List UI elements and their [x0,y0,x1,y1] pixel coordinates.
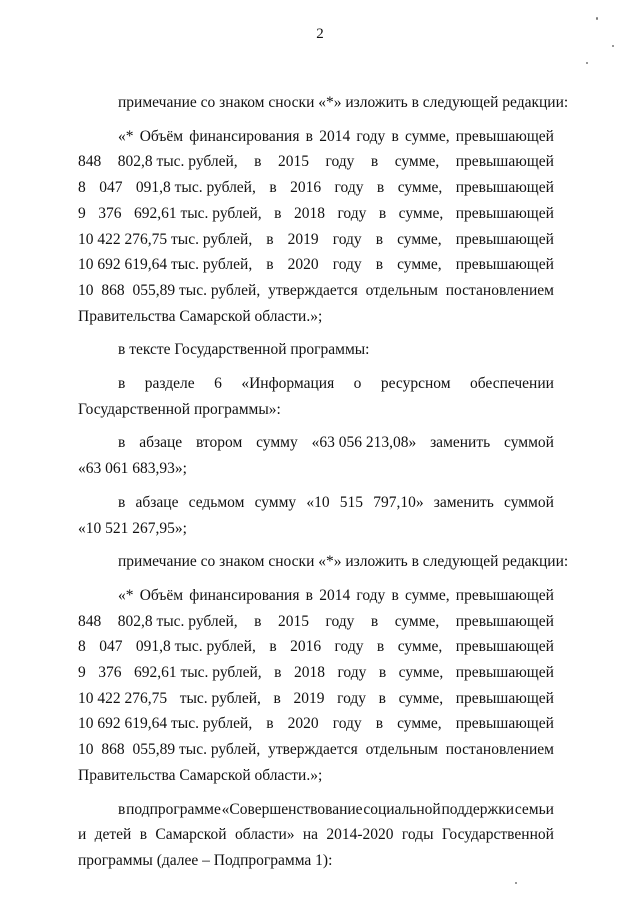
word: 2016 [290,179,322,197]
scan-speck [612,45,614,47]
text-line [78,371,554,397]
word: превышающей [455,230,554,248]
word: 10 [78,741,94,759]
word: в [266,715,274,733]
word: в [370,612,379,630]
word: 848 [78,612,102,630]
word: сумме, [397,715,442,733]
word: «Информация [241,375,335,393]
text-line [78,278,554,304]
word: тыс. рублей, [179,689,261,707]
word: 2019 [293,689,325,707]
paragraph [78,430,554,481]
word: «* [118,586,134,604]
word: «Совершенствование [221,800,363,818]
word: в [274,204,282,222]
word: 868 [101,281,125,299]
word: в [378,204,387,222]
word: в [378,664,387,682]
word: 2018 [293,204,325,222]
paragraph [78,583,554,789]
text-line [78,337,554,363]
word: в [376,638,385,656]
text-line [78,609,554,635]
word: году [337,204,367,222]
word: 376 [98,204,122,222]
word: году [337,664,367,682]
word: 091,8 тыс. рублей, [135,179,256,197]
text-line [78,848,554,874]
text-line [78,175,554,201]
word: 797,10» [373,493,424,511]
word: «63 061 683,93»; [78,460,187,478]
word: году [332,256,362,274]
word: году [356,127,386,145]
word: 2019 [287,230,319,248]
word: превышающей [455,664,554,682]
word: году [332,715,362,733]
word: поддержки [441,800,515,818]
word: 802,8 тыс. рублей, [117,153,238,171]
word: на [302,826,319,844]
word: и [78,826,87,844]
word: Государственной программы»: [78,400,281,418]
word: году [334,638,364,656]
word: абзаце [139,434,183,452]
word: сумме, [405,586,450,604]
word: году [325,612,355,630]
word: финансирования [189,586,300,604]
word: в [139,826,148,844]
word: 047 [99,638,123,656]
text-line [78,227,554,253]
word: ресурсном [380,375,451,393]
word: сумме, [398,689,444,707]
word: семьи [514,800,554,818]
word: превышающей [455,256,554,274]
word: 802,8 тыс. рублей, [117,612,238,630]
word: сумме, [398,664,444,682]
word: 10 [78,281,94,299]
text-line [78,516,554,542]
text-line [78,822,554,848]
word: 8 [78,638,86,656]
paragraph [78,124,554,330]
word: в [391,127,399,145]
word: 9 [78,204,86,222]
word: утверждается [268,741,358,759]
text-line [78,763,554,789]
word: постановлением [445,741,554,759]
word: сумме, [398,204,444,222]
page-number: 2 [316,26,324,42]
word: «63 056 213,08» [311,434,417,452]
word: 2015 [277,153,309,171]
text-line [78,660,554,686]
word: Правительства Самарской области.»; [78,766,323,784]
text-line [78,90,569,116]
word: в [118,434,126,452]
text-line [78,149,554,175]
word: о [353,375,362,393]
word: 6 [214,375,222,393]
word: социальной [363,800,441,818]
word: сумме, [397,638,443,656]
word: превышающей [455,715,554,733]
word: 055,89 тыс. рублей, [132,741,261,759]
text-line [78,304,554,330]
text-line [78,634,554,660]
word: постановлением [445,281,554,299]
paragraph [78,90,569,116]
word: Самарской [155,826,227,844]
word: 091,8 тыс. рублей, [135,638,256,656]
word: году [337,689,367,707]
word: 692,61 тыс. рублей, [133,664,262,682]
word: в [370,153,379,171]
text-line [78,456,554,482]
word: Объём [139,127,184,145]
paragraph [78,797,554,874]
word: в [305,127,313,145]
word: 692,61 тыс. рублей, [133,204,262,222]
text-line [78,686,554,712]
text-line [78,549,569,575]
word: в [375,715,384,733]
word: превышающей [455,612,554,630]
word: втором [196,434,243,452]
word: 9 [78,664,86,682]
word: 2014 [319,127,351,145]
word: 848 [78,153,102,171]
word: седьмом [188,493,245,511]
word: в [375,256,384,274]
word: в [391,586,399,604]
word: 2020 [287,256,319,274]
word: Государственной [441,826,554,844]
word: в [254,612,262,630]
word: в [375,230,384,248]
word: 515 [339,493,364,511]
word: году [334,179,364,197]
word: 10 422 276,75 тыс. рублей, [78,230,253,248]
word: 868 [101,741,125,759]
word: сумме, [397,230,442,248]
word: годы [401,826,434,844]
text-line [78,201,554,227]
text-line [78,252,554,278]
word: 10 422 276,75 [78,689,168,707]
word: Правительства Самарской области.»; [78,307,323,325]
word: в [376,179,385,197]
text-line [78,397,554,423]
word: превышающей [455,638,554,656]
word: сумме, [394,153,440,171]
word: в [254,153,262,171]
document-body [78,90,569,874]
word: сумме, [405,127,450,145]
word: сумме, [397,256,442,274]
text-line [78,430,554,456]
word: суммой [504,493,554,511]
text-line [78,711,554,737]
word: в тексте Государственной программы: [118,341,370,359]
word: «10 521 267,95»; [78,519,187,537]
word: примечание со знаком сноски «*» изложить в следующей редакции: [118,94,569,111]
word: разделе [144,375,195,393]
word: превышающей [455,689,554,707]
word: абзаце [135,493,179,511]
scan-speck [515,882,517,884]
word: сумму [254,493,297,511]
word: «* [118,127,134,145]
word: 055,89 тыс. рублей, [132,281,261,299]
word: 8 [78,179,86,197]
word: превышающей [455,586,554,604]
word: подпрограмме [126,800,221,818]
text-line [78,797,554,823]
word: заменить [430,434,491,452]
text-line [78,583,554,609]
scan-speck [596,17,598,20]
word: 047 [99,179,123,197]
word: в [266,256,274,274]
paragraph [78,490,554,541]
word: суммой [504,434,554,452]
word: превышающей [455,179,554,197]
word: 2020 [287,715,319,733]
word: 376 [98,664,122,682]
text-line [78,124,554,150]
word: в [118,800,126,818]
word: «10 [306,493,330,511]
word: сумме, [397,179,443,197]
word: 2016 [290,638,322,656]
word: утверждается [268,281,358,299]
word: финансирования [189,127,300,145]
paragraph [78,337,554,363]
word: году [356,586,386,604]
word: 2014-2020 [326,826,394,844]
text-line [78,490,554,516]
word: в [305,586,313,604]
word: в [269,179,277,197]
word: 2015 [277,612,309,630]
word: области» [234,826,295,844]
word: году [332,230,362,248]
word: в [378,689,386,707]
paragraph [78,371,554,422]
word: 10 692 619,64 тыс. рублей, [78,715,253,733]
word: в [269,638,277,656]
word: отдельным [365,741,438,759]
word: 2018 [293,664,325,682]
word: детей [94,826,132,844]
word: в [118,375,126,393]
word: году [325,153,355,171]
word: Объём [139,586,184,604]
word: обеспечении [470,375,554,393]
word: в [118,493,126,511]
word: в [266,230,274,248]
word: превышающей [455,153,554,171]
text-line [78,737,554,763]
word: примечание со знаком сноски «*» изложить в следующей редакции: [118,553,569,571]
word: в [274,664,282,682]
word: отдельным [365,281,438,299]
word: заменить [433,493,494,511]
word: превышающей [455,204,554,222]
paragraph [78,549,569,575]
word: сумме, [394,612,440,630]
word: 10 692 619,64 тыс. рублей, [78,256,253,274]
word: программы (далее – Подпрограмма 1): [78,851,333,869]
word: 2014 [319,586,351,604]
word: превышающей [455,127,554,145]
word: в [273,689,281,707]
word: сумму [256,434,298,452]
scan-speck [586,62,588,64]
